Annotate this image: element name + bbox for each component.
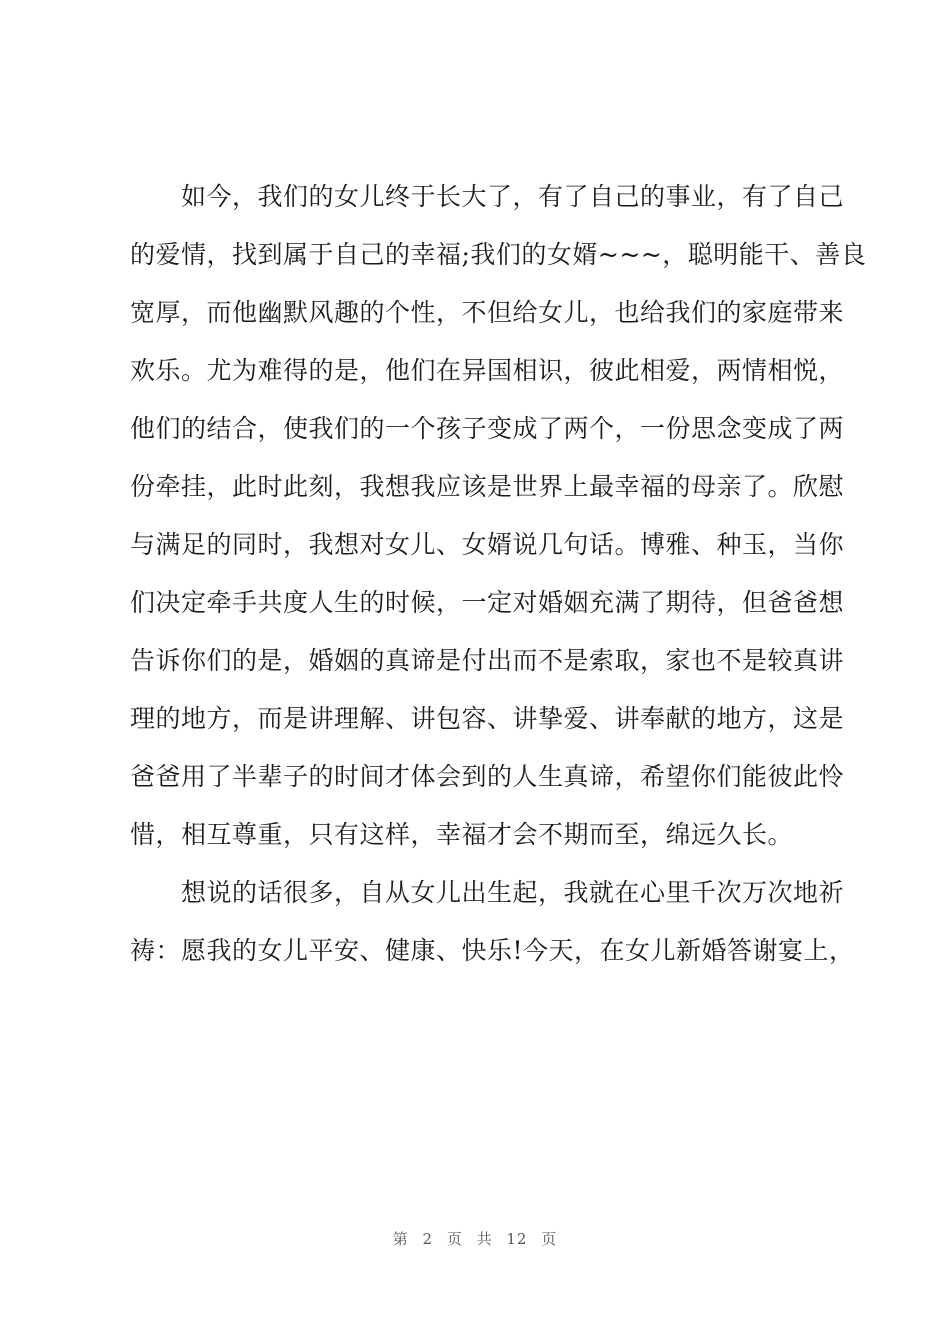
text-line: 欢乐。尤为难得的是，他们在异国相识，彼此相爱，两情相悦， — [130, 356, 845, 385]
text-line: 惜，相互尊重，只有这样，幸福才会不期而至，绵远久长。 — [130, 820, 794, 849]
page-footer: 第 2 页 共 12 页 — [392, 1230, 558, 1248]
text-line: 如今，我们的女儿终于长大了，有了自己的事业，有了自己 — [130, 182, 845, 211]
text-line: 爸爸用了半辈子的时间才体会到的人生真谛，希望你们能彼此怜 — [130, 762, 845, 791]
text-line: 的爱情，找到属于自己的幸福;我们的女婿~~~，聪明能干、善良 — [130, 240, 867, 269]
body-text — [130, 168, 867, 980]
text-line: 理的地方，而是讲理解、讲包容、讲挚爱、讲奉献的地方，这是 — [130, 704, 845, 733]
text-line: 与满足的同时，我想对女儿、女婿说几句话。博雅、种玉，当你 — [130, 530, 845, 559]
text-line: 他们的结合，使我们的一个孩子变成了两个，一份思念变成了两 — [130, 414, 845, 443]
text-line: 们决定牵手共度人生的时候，一定对婚姻充满了期待，但爸爸想 — [130, 588, 845, 617]
text-line: 想说的话很多，自从女儿出生起，我就在心里千次万次地祈 — [130, 878, 845, 907]
text-line: 祷：愿我的女儿平安、健康、快乐!今天，在女儿新婚答谢宴上， — [130, 936, 855, 965]
text-line: 告诉你们的是，婚姻的真谛是付出而不是索取，家也不是较真讲 — [130, 646, 845, 675]
text-line: 宽厚，而他幽默风趣的个性，不但给女儿，也给我们的家庭带来 — [130, 298, 845, 327]
text-line: 份牵挂，此时此刻，我想我应该是世界上最幸福的母亲了。欣慰 — [130, 472, 845, 501]
